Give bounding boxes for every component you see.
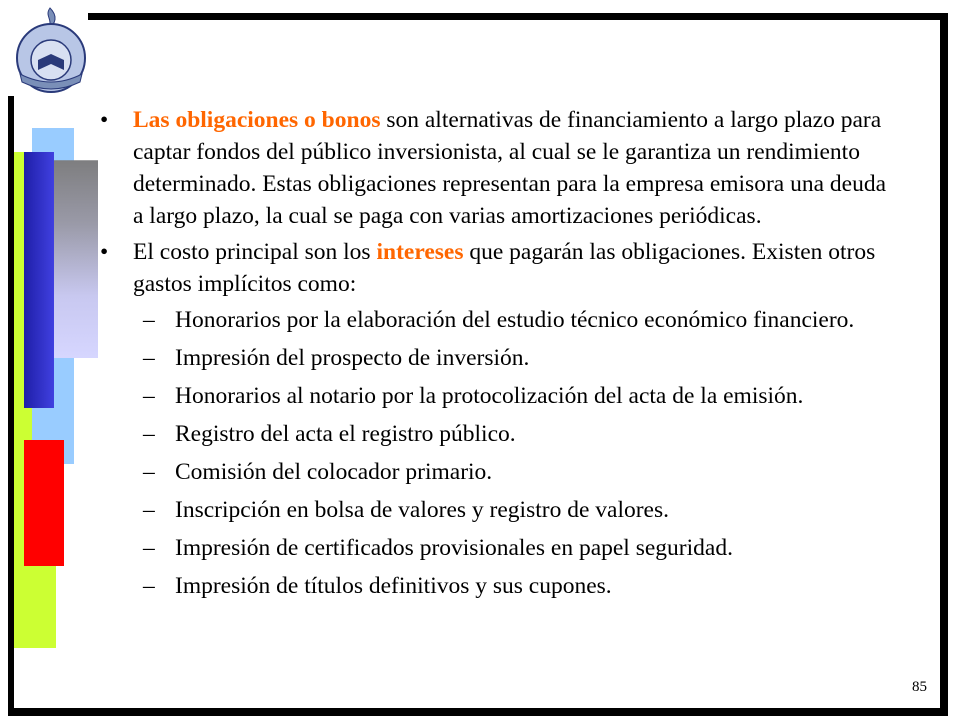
deco-darkblue-bar xyxy=(24,152,54,408)
sub-item-text: Inscripción en bolsa de valores y registro de valores. xyxy=(175,497,669,523)
page-number: 85 xyxy=(912,679,927,695)
deco-red-bar xyxy=(24,440,64,566)
bullet-costo-principal xyxy=(100,236,900,300)
bullet-marker: • xyxy=(100,107,109,133)
sub-item xyxy=(100,380,900,412)
sub-item xyxy=(100,494,900,526)
sub-item xyxy=(100,532,900,564)
sub-item-text: Comisión del colocador primario. xyxy=(175,459,493,485)
slide-frame-top xyxy=(88,13,948,20)
dash-marker: – xyxy=(143,421,155,447)
highlight-intereses: intereses xyxy=(376,239,464,265)
sub-item xyxy=(100,304,900,336)
dash-marker: – xyxy=(143,345,155,371)
dash-marker: – xyxy=(143,459,155,485)
bullet-text-before: El costo principal son los xyxy=(133,239,377,265)
bullet-marker: • xyxy=(100,239,109,265)
bullet-obligaciones xyxy=(100,104,900,232)
bullet-text: son alternativas de financiamiento a largo plazo para captar fondos del público inversionista, al cual se le garantiza un rendimiento determinado. Estas obligaciones representan para la empresa emisora una deuda a largo plazo, la cual se paga con varias amortizaciones periódicas. xyxy=(133,107,886,229)
slide-frame-bottom xyxy=(8,708,948,716)
sub-item-text: Registro del acta el registro público. xyxy=(175,421,516,447)
dash-marker: – xyxy=(143,307,155,333)
dash-marker: – xyxy=(143,535,155,561)
dash-marker: – xyxy=(143,573,155,599)
dash-marker: – xyxy=(143,383,155,409)
sub-item xyxy=(100,570,900,602)
tec-monterrey-logo xyxy=(10,4,92,96)
sub-item-text: Impresión de títulos definitivos y sus cupones. xyxy=(175,573,612,599)
sub-item-text: Impresión del prospecto de inversión. xyxy=(175,345,530,371)
sub-item xyxy=(100,342,900,374)
bullet-text-after: que pagarán las obligaciones. Existen otros gastos implícitos como: xyxy=(133,239,876,297)
sub-item xyxy=(100,418,900,450)
sub-item xyxy=(100,456,900,488)
dash-marker: – xyxy=(143,497,155,523)
sub-item-text: Honorarios por la elaboración del estudio técnico económico financiero. xyxy=(175,307,855,333)
highlight-obligaciones: Las obligaciones o bonos xyxy=(133,107,381,133)
sub-item-text: Impresión de certificados provisionales en papel seguridad. xyxy=(175,535,733,561)
slide-frame-right xyxy=(940,13,948,716)
sub-item-text: Honorarios al notario por la protocolización del acta de la emisión. xyxy=(175,383,804,409)
slide-body xyxy=(100,104,900,608)
